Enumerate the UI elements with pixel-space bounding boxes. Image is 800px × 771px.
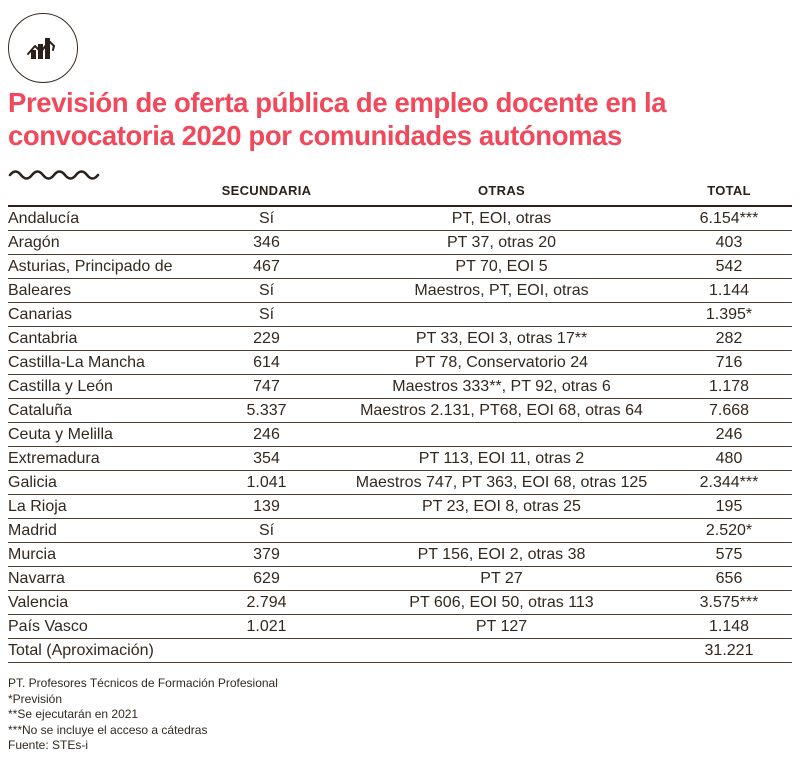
title-line-2: convocatoria 2020 por comunidades autónomas — [8, 120, 622, 151]
otras-cell: PT 70, EOI 5 — [337, 255, 666, 279]
secundaria-cell: 2.794 — [196, 591, 337, 615]
total-cell: 575 — [666, 543, 792, 567]
region-cell: Cataluña — [8, 399, 196, 423]
table-row — [8, 231, 792, 255]
region-cell: Extremadura — [8, 447, 196, 471]
secundaria-cell: Sí — [196, 279, 337, 303]
table-row — [8, 327, 792, 351]
otras-cell — [337, 303, 666, 327]
table-row — [8, 639, 792, 663]
region-cell: Ceuta y Melilla — [8, 423, 196, 447]
region-cell: Cantabria — [8, 327, 196, 351]
total-cell: 403 — [666, 231, 792, 255]
total-cell: 7.668 — [666, 399, 792, 423]
total-cell: 1.395* — [666, 303, 792, 327]
total-cell: 31.221 — [666, 639, 792, 663]
otras-cell: PT 156, EOI 2, otras 38 — [337, 543, 666, 567]
secundaria-cell: 139 — [196, 495, 337, 519]
table-row — [8, 399, 792, 423]
table-row — [8, 591, 792, 615]
table-row — [8, 567, 792, 591]
otras-cell — [337, 639, 666, 663]
region-cell: Andalucía — [8, 206, 196, 231]
region-cell: Castilla y León — [8, 375, 196, 399]
region-cell: Aragón — [8, 231, 196, 255]
otras-cell: PT 606, EOI 50, otras 113 — [337, 591, 666, 615]
table-row — [8, 206, 792, 231]
table-row — [8, 543, 792, 567]
footnote-line: ***No se incluye el acceso a cátedras — [8, 722, 208, 737]
secundaria-cell: Sí — [196, 303, 337, 327]
total-cell: 1.144 — [666, 279, 792, 303]
region-cell: Navarra — [8, 567, 196, 591]
region-cell: Canarias — [8, 303, 196, 327]
total-cell: 6.154*** — [666, 206, 792, 231]
otras-cell: PT 113, EOI 11, otras 2 — [337, 447, 666, 471]
table-row — [8, 279, 792, 303]
table-row — [8, 471, 792, 495]
col-header-total: TOTAL — [666, 180, 792, 206]
region-cell: Galicia — [8, 471, 196, 495]
otras-cell: PT 127 — [337, 615, 666, 639]
table-header-row — [8, 180, 792, 206]
otras-cell: PT 78, Conservatorio 24 — [337, 351, 666, 375]
total-cell: 282 — [666, 327, 792, 351]
table-row — [8, 375, 792, 399]
otras-cell: Maestros 2.131, PT68, EOI 68, otras 64 — [337, 399, 666, 423]
table-row — [8, 303, 792, 327]
total-cell: 480 — [666, 447, 792, 471]
table-row — [8, 447, 792, 471]
logo-badge — [8, 13, 78, 83]
secundaria-cell: 629 — [196, 567, 337, 591]
data-table — [8, 180, 792, 663]
otras-cell — [337, 423, 666, 447]
region-cell: La Rioja — [8, 495, 196, 519]
otras-cell: Maestros 747, PT 363, EOI 68, otras 125 — [337, 471, 666, 495]
footnote-line: PT. Profesores Técnicos de Formación Profesional — [8, 676, 278, 690]
table-row — [8, 255, 792, 279]
otras-cell: PT 37, otras 20 — [337, 231, 666, 255]
secundaria-cell: 346 — [196, 231, 337, 255]
secundaria-cell: Sí — [196, 519, 337, 543]
secundaria-cell: 1.041 — [196, 471, 337, 495]
otras-cell: PT 33, EOI 3, otras 17** — [337, 327, 666, 351]
otras-cell: Maestros, PT, EOI, otras — [337, 279, 666, 303]
secundaria-cell — [196, 639, 337, 663]
region-cell: Valencia — [8, 591, 196, 615]
secundaria-cell: 379 — [196, 543, 337, 567]
otras-cell: Maestros 333**, PT 92, otras 6 — [337, 375, 666, 399]
secundaria-cell: 467 — [196, 255, 337, 279]
secundaria-cell: Sí — [196, 206, 337, 231]
region-cell: País Vasco — [8, 615, 196, 639]
total-cell: 656 — [666, 567, 792, 591]
region-cell: Asturias, Principado de — [8, 255, 196, 279]
total-cell: 1.178 — [666, 375, 792, 399]
secundaria-cell: 5.337 — [196, 399, 337, 423]
otras-cell — [337, 519, 666, 543]
total-cell: 2.344*** — [666, 471, 792, 495]
source-line: Fuente: STEs-i — [8, 738, 89, 752]
total-cell: 716 — [666, 351, 792, 375]
otras-cell: PT 23, EOI 8, otras 25 — [337, 495, 666, 519]
secundaria-cell: 747 — [196, 375, 337, 399]
title-line-1: Previsión de oferta pública de empleo docente en la — [8, 87, 667, 118]
col-header-secundaria: SECUNDARIA — [196, 180, 337, 206]
otras-cell: PT, EOI, otras — [337, 206, 666, 231]
secundaria-cell: 1.021 — [196, 615, 337, 639]
table-row — [8, 351, 792, 375]
region-cell: Murcia — [8, 543, 196, 567]
footnote-line: **Se ejecutarán en 2021 — [8, 707, 139, 721]
total-cell: 2.520* — [666, 519, 792, 543]
table-row — [8, 495, 792, 519]
region-cell: Total (Aproximación) — [8, 639, 196, 663]
total-cell: 195 — [666, 495, 792, 519]
otras-cell: PT 27 — [337, 567, 666, 591]
total-cell: 1.148 — [666, 615, 792, 639]
secundaria-cell: 614 — [196, 351, 337, 375]
table-row — [8, 519, 792, 543]
table-row — [8, 615, 792, 639]
region-cell: Castilla-La Mancha — [8, 351, 196, 375]
table-row — [8, 423, 792, 447]
col-header-otras: OTRAS — [337, 180, 666, 206]
secundaria-cell: 354 — [196, 447, 337, 471]
region-cell: Baleares — [8, 279, 196, 303]
footnote-line: *Previsión — [8, 691, 63, 706]
secundaria-cell: 229 — [196, 327, 337, 351]
secundaria-cell: 246 — [196, 423, 337, 447]
bar-chart-icon — [26, 33, 60, 63]
squiggle-divider — [8, 166, 100, 180]
total-cell: 3.575*** — [666, 591, 792, 615]
footnotes — [8, 676, 278, 754]
col-header-region — [8, 180, 196, 206]
table-body — [8, 206, 792, 663]
page-title — [8, 86, 748, 152]
region-cell: Madrid — [8, 519, 196, 543]
total-cell: 542 — [666, 255, 792, 279]
total-cell: 246 — [666, 423, 792, 447]
